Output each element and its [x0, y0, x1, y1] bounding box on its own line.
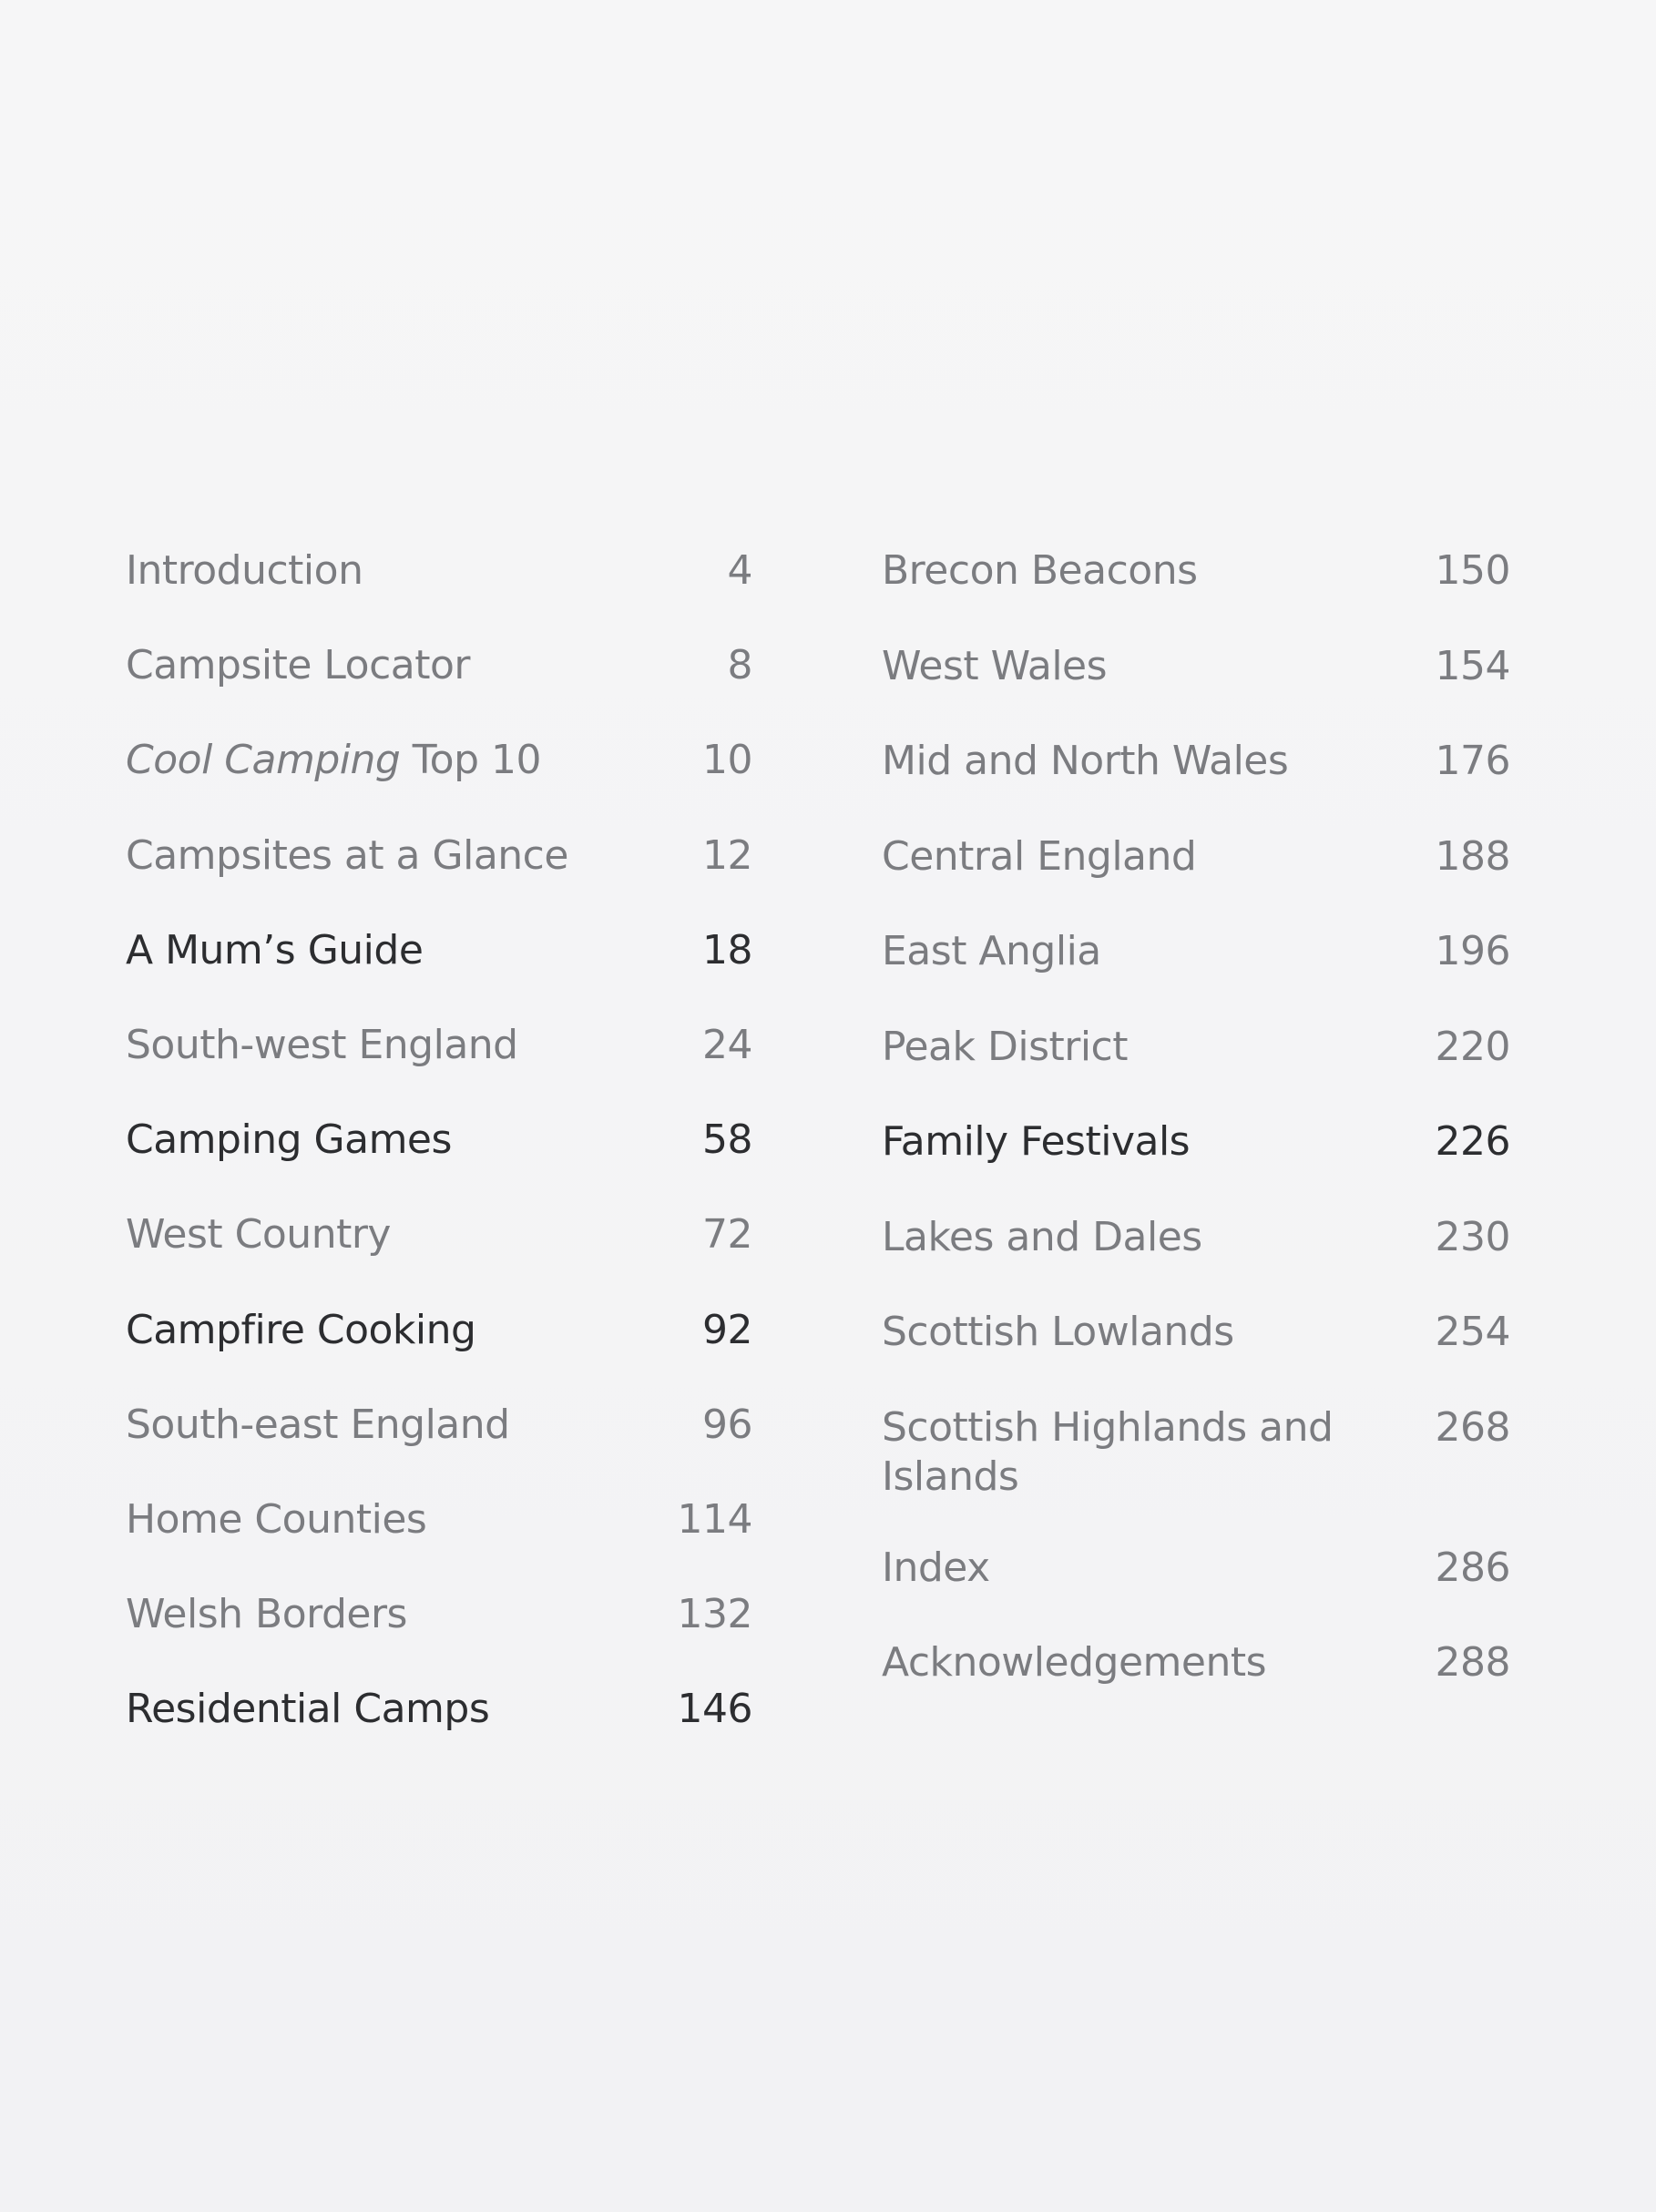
- toc-entry-introduction[interactable]: [126, 546, 752, 641]
- toc-entry-campsite-locator[interactable]: [126, 641, 752, 736]
- toc-left-column: [126, 546, 752, 1779]
- toc-entry-peak-district[interactable]: [882, 1023, 1510, 1118]
- toc-entry-page: 268: [1435, 1403, 1510, 1451]
- toc-entry-campsites-at-a-glance[interactable]: [126, 831, 752, 926]
- toc-entry-acknowledgements[interactable]: [882, 1638, 1510, 1734]
- toc-entry-index[interactable]: [882, 1544, 1510, 1639]
- toc-entry-page: 12: [702, 831, 752, 879]
- toc-entry-central-england[interactable]: [882, 832, 1510, 928]
- toc-entry-title: [126, 736, 541, 785]
- toc-entry-title: Brecon Beacons: [882, 547, 1198, 594]
- toc-entry-page: 58: [702, 1116, 752, 1164]
- toc-entry-title: Index: [882, 1544, 990, 1591]
- toc-entry-page: 24: [702, 1021, 752, 1068]
- toc-right-column: [882, 546, 1510, 1734]
- toc-entry-page: 288: [1435, 1639, 1510, 1686]
- toc-entry-west-wales[interactable]: [882, 642, 1510, 738]
- toc-entry-title-italic: Cool Camping: [126, 737, 401, 784]
- toc-entry-page: 254: [1435, 1309, 1510, 1355]
- toc-entry-east-anglia[interactable]: [882, 927, 1510, 1023]
- toc-entry-campfire-cooking[interactable]: [126, 1306, 752, 1401]
- toc-entry-page: 150: [1435, 547, 1510, 594]
- toc-entry-south-west-england[interactable]: [126, 1021, 752, 1116]
- toc-entry-title: East Anglia: [882, 928, 1101, 974]
- toc-entry-home-counties[interactable]: [126, 1495, 752, 1590]
- toc-entry-west-country[interactable]: [126, 1210, 752, 1305]
- toc-entry-page: 286: [1435, 1544, 1510, 1591]
- toc-entry-title: Residential Camps: [126, 1686, 490, 1733]
- toc-entry-page: 92: [702, 1306, 752, 1353]
- toc-entry-title: Campsites at a Glance: [126, 831, 568, 879]
- toc-entry-top-10[interactable]: [126, 736, 752, 831]
- toc-entry-title: Scottish Lowlands: [882, 1309, 1234, 1355]
- toc-entry-page: 4: [727, 547, 752, 594]
- toc-entry-title: Acknowledgements: [882, 1639, 1267, 1686]
- toc-entry-title: Lakes and Dales: [882, 1213, 1202, 1260]
- toc-entry-mums-guide[interactable]: [126, 926, 752, 1021]
- toc-entry-title: Home Counties: [126, 1495, 427, 1543]
- toc-entry-title: A Mum’s Guide: [126, 926, 424, 973]
- toc-entry-title: Campfire Cooking: [126, 1306, 476, 1353]
- toc-entry-page: 18: [702, 926, 752, 973]
- toc-entry-page: 176: [1435, 738, 1510, 784]
- toc-entry-title: Central England: [882, 832, 1197, 880]
- toc-entry-mid-and-north-wales[interactable]: [882, 737, 1510, 832]
- toc-entry-page: 146: [677, 1686, 752, 1733]
- toc-entry-page: 226: [1435, 1118, 1510, 1165]
- toc-entry-page: 220: [1435, 1023, 1510, 1070]
- toc-entry-page: 96: [702, 1401, 752, 1448]
- toc-entry-title: West Country: [126, 1211, 391, 1259]
- toc-entry-page: 10: [702, 737, 752, 784]
- toc-entry-title: Welsh Borders: [126, 1591, 407, 1638]
- toc-entry-title: South-east England: [126, 1401, 510, 1448]
- toc-entry-title: Family Festivals: [882, 1118, 1191, 1165]
- toc-entry-title: Peak District: [882, 1023, 1129, 1070]
- toc-entry-title: Campsite Locator: [126, 642, 471, 689]
- toc-entry-page: 188: [1435, 832, 1510, 880]
- toc-entry-scottish-lowlands[interactable]: [882, 1308, 1510, 1403]
- toc-entry-page: 154: [1435, 642, 1510, 689]
- toc-entry-title: West Wales: [882, 642, 1108, 689]
- toc-entry-page: 72: [702, 1211, 752, 1259]
- toc-entry-page: 230: [1435, 1213, 1510, 1260]
- toc-entry-page: 196: [1435, 928, 1510, 974]
- toc-entry-brecon-beacons[interactable]: [882, 546, 1510, 642]
- toc-entry-scottish-highlands-and-islands[interactable]: [882, 1403, 1510, 1544]
- toc-entry-title: South-west England: [126, 1021, 518, 1068]
- toc-entry-lakes-and-dales[interactable]: [882, 1213, 1510, 1309]
- toc-entry-page: 132: [677, 1591, 752, 1638]
- toc-entry-page: 114: [677, 1495, 752, 1543]
- toc-entry-residential-camps[interactable]: [126, 1685, 752, 1779]
- toc-entry-title-rest: Top 10: [400, 737, 542, 784]
- toc-entry-title: Mid and North Wales: [882, 738, 1289, 784]
- toc-entry-welsh-borders[interactable]: [126, 1590, 752, 1685]
- toc-entry-south-east-england[interactable]: [126, 1401, 752, 1495]
- toc-entry-title: Scottish Highlands and Islands: [882, 1403, 1334, 1500]
- toc-entry-family-festivals[interactable]: [882, 1117, 1510, 1213]
- toc-entry-camping-games[interactable]: [126, 1116, 752, 1210]
- toc-entry-page: 8: [727, 642, 752, 689]
- toc-entry-title: Introduction: [126, 547, 363, 594]
- toc-entry-title: Camping Games: [126, 1116, 452, 1164]
